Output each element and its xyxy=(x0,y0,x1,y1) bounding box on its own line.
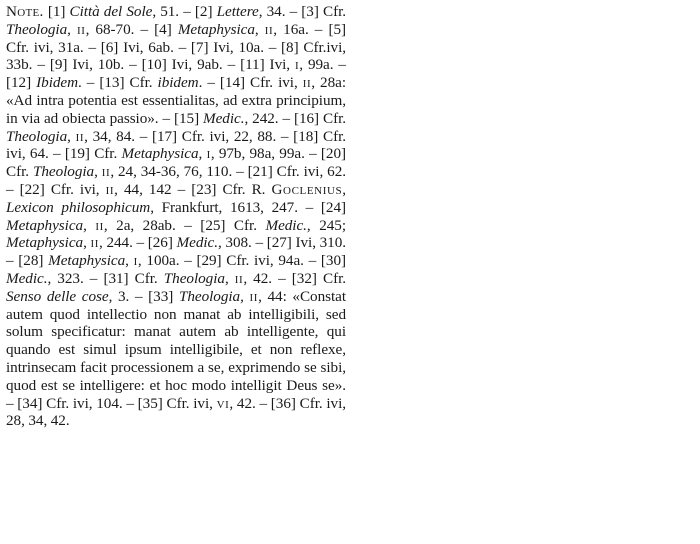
note-text: , 100a. – [29] Cfr. ivi, 94a. – [30] xyxy=(137,252,346,270)
italic-citation: Theologia xyxy=(6,20,68,38)
small-caps-text: ii xyxy=(264,20,274,38)
note-text: , xyxy=(240,287,250,305)
note-text: , 2a, 28ab. – [25] Cfr. xyxy=(103,216,266,234)
small-caps-text: ii xyxy=(302,74,312,92)
note-text: , 24, 34-36, 76, 110. – [21] Cfr. ivi, 62. – [22] Cfr. ivi, xyxy=(6,163,346,198)
note-text: , 97b, 98a, 99a. – [20] Cfr. xyxy=(6,145,346,181)
note-text: , 323. – [31] Cfr. xyxy=(47,269,164,287)
small-caps-text: ii xyxy=(249,287,259,305)
note-text: , 44: «Constat autem quod intellectio non manat ab intelligibili, sed solum specificatur: manat autem ab intelligente, qui quando est simul ipsum intelligibile, et non reflexe, intrinsecam facit processionem a se, exprimendo se sibi, quod est se intelligere: et hoc modo intelligit Deus se». – [34] Cfr. ivi, 104. – [35] Cfr. ivi, xyxy=(6,287,347,412)
small-caps-text: i xyxy=(294,56,300,74)
note-text: , 28a: «Ad intra potentia est essentialitas, ad extra principium, in via ad obiecta passio». – [15] xyxy=(6,74,347,127)
note-text: . – [14] Cfr. ivi, xyxy=(198,74,303,92)
note-text: , xyxy=(67,127,76,145)
note-text: , 42. – [36] Cfr. ivi, 28, 34, 42. xyxy=(6,394,346,430)
italic-citation: ibidem xyxy=(157,74,199,92)
small-caps-text: ii xyxy=(95,216,104,234)
small-caps-text: ii xyxy=(90,234,100,252)
italic-citation: Medic. xyxy=(203,109,245,127)
note-text: , xyxy=(83,234,91,252)
note-text: . – [13] Cfr. xyxy=(78,74,158,92)
note-text: , xyxy=(94,163,102,181)
note-text: , xyxy=(83,216,96,234)
italic-citation: Theologia xyxy=(178,287,241,305)
note-text: , xyxy=(342,180,346,198)
small-caps-text: ii xyxy=(234,269,244,287)
italic-citation: Ibidem xyxy=(36,74,79,92)
note-text: , 3. – [33] xyxy=(108,287,179,305)
note-text: , 244. – [26] xyxy=(99,234,177,252)
italic-citation: Theologia xyxy=(6,127,68,145)
small-caps-text: ii xyxy=(77,20,86,38)
small-caps-text: i xyxy=(206,145,211,163)
note-text: , 308. – [27] Ivi, 310. – [28] xyxy=(6,234,347,270)
italic-citation: Theologia xyxy=(163,269,225,287)
small-caps-text: ii xyxy=(75,127,85,145)
note-text: , xyxy=(198,145,207,163)
small-caps-text: vi xyxy=(216,394,230,412)
note-text: , 16a. – [5] Cfr. ivi, 31a. – [6] Ivi, 6ab. – [7] Ivi, 10a. – [8] Cfr.ivi, 33b. – [9] Ivi, 10b. – [10] Ivi, 9ab. – [11] Ivi, xyxy=(6,20,347,74)
note-text: , 42. – [32] Cfr. xyxy=(243,269,346,287)
italic-citation: Medic. xyxy=(176,234,218,252)
italic-citation: Metaphysica xyxy=(6,234,84,252)
italic-citation: Metaphysica xyxy=(6,216,84,234)
small-caps-text: Goclenius xyxy=(271,180,343,198)
note-text: , 68-70. – [4] xyxy=(85,20,178,38)
small-caps-text: i xyxy=(133,252,138,270)
note-text: , 34. – [3] Cfr. xyxy=(258,3,346,20)
note-text: , 99a. – [12] xyxy=(6,56,346,92)
note-text: , xyxy=(254,20,265,38)
note-text: , xyxy=(125,252,134,270)
italic-citation: Città del Sole xyxy=(69,3,153,20)
notes-block xyxy=(6,3,346,430)
italic-citation: Lettere xyxy=(216,3,259,20)
italic-citation: Medic. xyxy=(265,216,307,234)
italic-citation: Medic. xyxy=(6,269,48,287)
notes-label: Note. xyxy=(6,3,44,20)
note-text: , xyxy=(67,20,78,38)
note-text: [1] xyxy=(47,3,70,20)
italic-citation: Metaphysica xyxy=(177,20,255,38)
small-caps-text: ii xyxy=(105,180,115,198)
italic-citation: Metaphysica xyxy=(48,252,126,270)
italic-citation: Metaphysica xyxy=(121,145,199,163)
italic-citation: Theologia xyxy=(32,163,95,181)
note-text: , 34, 84. – [17] Cfr. ivi, 22, 88. – [18] Cfr. ivi, 64. – [19] Cfr. xyxy=(6,127,347,163)
note-text: , 44, 142 – [23] Cfr. R. xyxy=(114,180,272,198)
note-text: , 51. – [2] xyxy=(152,3,217,20)
small-caps-text: ii xyxy=(101,163,111,181)
note-text: , 245; xyxy=(306,216,346,234)
notes-paragraph xyxy=(6,3,346,430)
note-text: , xyxy=(224,269,235,287)
note-text: , Frankfurt, 1613, 247. – [24] xyxy=(150,198,346,216)
italic-citation: Senso delle cose xyxy=(6,287,109,305)
note-text: , 242. – [16] Cfr. xyxy=(244,109,346,127)
italic-citation: Lexicon philosophicum xyxy=(6,198,151,216)
notes-body xyxy=(6,3,346,429)
